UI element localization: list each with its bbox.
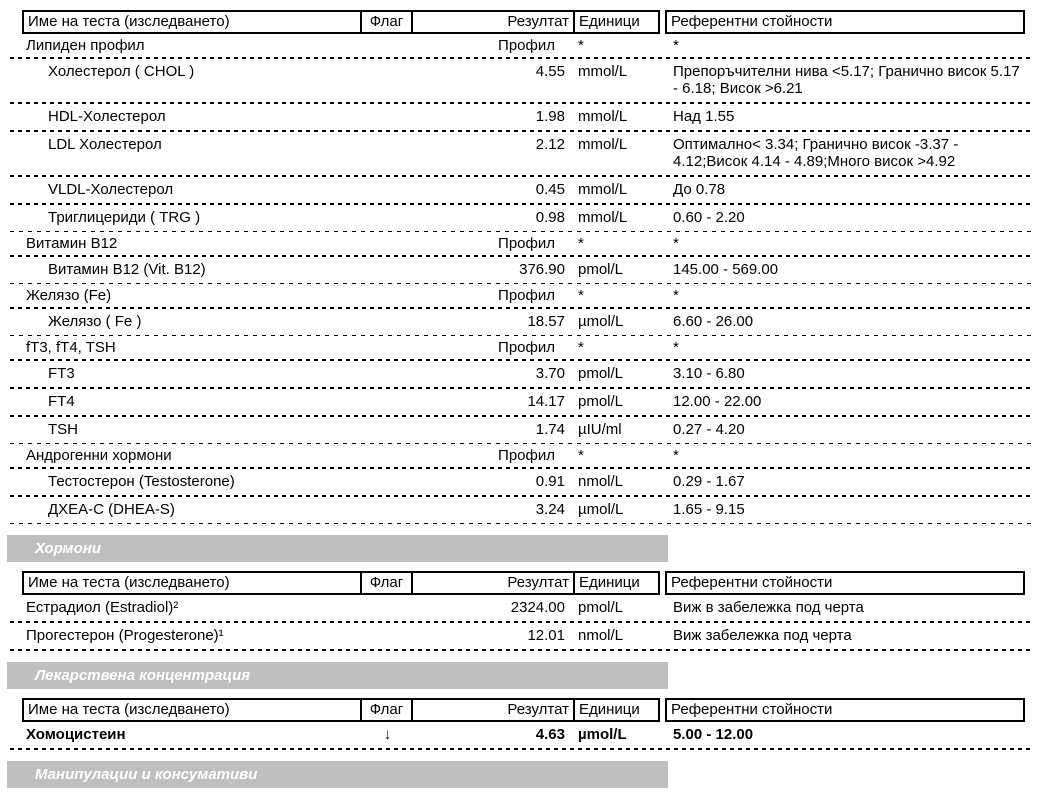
flag-cell <box>362 501 413 518</box>
result-cell: 0.98 <box>535 209 565 226</box>
column-header-test-name: Име на теста (изследването) <box>22 698 362 722</box>
units-cell: mmol/L <box>578 209 628 226</box>
flag-cell <box>362 393 413 410</box>
result-cell: 1.74 <box>535 421 565 438</box>
units-cell: nmol/L <box>578 627 624 644</box>
units-cell: * <box>578 339 584 356</box>
flag-cell <box>362 63 413 97</box>
result-cell: Профил <box>498 37 555 54</box>
reference-range-cell: Препоръчителни нива <5.17; Гранично висок 5.17 - 6.18; Висок >6.21 <box>673 63 1020 97</box>
result-cell: Профил <box>498 447 555 464</box>
flag-cell <box>362 261 413 278</box>
test-row <box>22 389 1032 415</box>
profile-row <box>22 336 1032 359</box>
reference-range-cell: 12.00 - 22.00 <box>673 393 762 410</box>
profile-row <box>22 284 1032 307</box>
test-row <box>22 595 1032 621</box>
column-header-test-name: Име на теста (изследването) <box>22 571 362 595</box>
flag-cell <box>362 473 413 490</box>
reference-range-cell: 6.60 - 26.00 <box>673 313 754 330</box>
units-cell: mmol/L <box>578 181 628 198</box>
result-cell: 4.55 <box>535 63 565 80</box>
column-header-flag: Флаг <box>362 571 413 595</box>
result-cell: 0.91 <box>535 473 565 490</box>
table-header-row <box>22 571 1032 595</box>
result-cell: 3.24 <box>535 501 565 518</box>
test-row <box>22 623 1032 649</box>
test-row <box>22 309 1032 335</box>
test-name-cell: Витамин B12 <box>26 235 118 252</box>
test-name-cell: Хомоцистеин <box>26 726 126 743</box>
flag-low-down-arrow-icon: ↓ <box>383 726 392 743</box>
test-row <box>22 205 1032 231</box>
test-row <box>22 257 1032 283</box>
result-cell: 0.45 <box>535 181 565 198</box>
test-name-cell: Липиден профил <box>26 37 145 54</box>
result-cell: 2.12 <box>535 136 565 153</box>
reference-range-cell: 0.29 - 1.67 <box>673 473 745 490</box>
test-row <box>22 497 1032 523</box>
column-header-result: Резултат <box>413 10 575 34</box>
flag-cell <box>362 209 413 226</box>
profile-row <box>22 232 1032 255</box>
result-cell: Профил <box>498 339 555 356</box>
test-name-cell: VLDL-Холестерол <box>48 181 174 198</box>
lab-results-report <box>10 10 1032 797</box>
units-cell: mmol/L <box>578 108 628 125</box>
flag-cell <box>362 313 413 330</box>
units-cell: pmol/L <box>578 365 624 382</box>
reference-range-cell: 145.00 - 569.00 <box>673 261 779 278</box>
units-cell: * <box>578 37 584 54</box>
test-name-cell: ДХЕА-С (DHEA-S) <box>48 501 175 518</box>
reference-range-cell: 1.65 - 9.15 <box>673 501 745 518</box>
result-cell: 18.57 <box>527 313 565 330</box>
reference-range-cell: 5.00 - 12.00 <box>673 726 754 743</box>
result-cell: 14.17 <box>527 393 565 410</box>
section-band-title: Манипулации и консумативи <box>7 761 668 788</box>
column-header-reference: Референтни стойности <box>665 571 1025 595</box>
row-separator-line <box>10 649 1032 651</box>
test-row <box>22 104 1032 130</box>
profile-row <box>22 34 1032 57</box>
units-cell: mmol/L <box>578 136 628 153</box>
units-cell: * <box>578 447 584 464</box>
flag-cell <box>362 339 413 356</box>
test-name-cell: Витамин B12 (Vit. B12) <box>48 261 206 278</box>
test-row <box>22 132 1032 175</box>
column-header-result: Резултат <box>413 571 575 595</box>
flag-cell <box>362 287 413 304</box>
units-cell: µmol/L <box>578 313 624 330</box>
test-name-cell: Прогестерон (Progesterone)¹ <box>26 627 224 644</box>
result-cell: 3.70 <box>535 365 565 382</box>
test-row <box>22 59 1032 102</box>
reference-range-cell: * <box>673 37 679 54</box>
test-name-cell: Желязо (Fe) <box>26 287 112 304</box>
reference-range-cell: 0.60 - 2.20 <box>673 209 745 226</box>
reference-range-cell: * <box>673 339 679 356</box>
units-cell: µmol/L <box>578 501 624 518</box>
table-header-row <box>22 10 1032 34</box>
flag-cell <box>362 447 413 464</box>
test-name-cell: Тестостерон (Testosterone) <box>48 473 235 490</box>
units-cell: pmol/L <box>578 393 624 410</box>
test-row <box>22 177 1032 203</box>
test-name-cell: LDL Холестерол <box>48 136 162 153</box>
test-name-cell: fT3, fT4, TSH <box>26 339 116 356</box>
row-separator-line <box>10 748 1032 750</box>
flag-cell <box>362 235 413 252</box>
column-header-reference: Референтни стойности <box>665 10 1025 34</box>
column-header-result: Резултат <box>413 698 575 722</box>
reference-range-cell: Виж забележка под черта <box>673 627 852 644</box>
reference-range-cell: Виж в забележка под черта <box>673 599 864 616</box>
test-name-cell: Триглицериди ( TRG ) <box>48 209 201 226</box>
test-name-cell: HDL-Холестерол <box>48 108 166 125</box>
row-separator-line <box>10 523 1032 524</box>
column-header-units: Единици <box>575 10 660 34</box>
profile-row <box>22 444 1032 467</box>
test-row <box>22 722 1032 748</box>
column-header-units: Единици <box>575 571 660 595</box>
reference-range-cell: * <box>673 235 679 252</box>
result-cell: 12.01 <box>527 627 565 644</box>
flag-cell <box>362 421 413 438</box>
reference-range-cell: * <box>673 447 679 464</box>
result-cell: 4.63 <box>535 726 565 743</box>
test-row <box>22 469 1032 495</box>
flag-cell <box>362 181 413 198</box>
units-cell: pmol/L <box>578 261 624 278</box>
test-name-cell: TSH <box>48 421 78 438</box>
flag-cell <box>362 627 413 644</box>
units-cell: pmol/L <box>578 599 624 616</box>
result-cell: Профил <box>498 287 555 304</box>
column-header-flag: Флаг <box>362 10 413 34</box>
column-header-flag: Флаг <box>362 698 413 722</box>
reference-range-cell: Над 1.55 <box>673 108 735 125</box>
column-header-test-name: Име на теста (изследването) <box>22 10 362 34</box>
units-cell: * <box>578 235 584 252</box>
result-cell: 376.90 <box>519 261 565 278</box>
test-name-cell: FT4 <box>48 393 75 410</box>
test-row <box>22 361 1032 387</box>
test-name-cell: Желязо ( Fe ) <box>48 313 142 330</box>
reference-range-cell: До 0.78 <box>673 181 726 198</box>
units-cell: * <box>578 287 584 304</box>
flag-cell <box>362 599 413 616</box>
reference-range-cell: * <box>673 287 679 304</box>
flag-cell <box>362 37 413 54</box>
test-row <box>22 417 1032 443</box>
units-cell: mmol/L <box>578 63 628 80</box>
column-header-units: Единици <box>575 698 660 722</box>
units-cell: nmol/L <box>578 473 624 490</box>
test-name-cell: FT3 <box>48 365 75 382</box>
test-name-cell: Естрадиол (Estradiol)² <box>26 599 179 616</box>
flag-cell <box>362 365 413 382</box>
flag-cell <box>362 136 413 170</box>
section-band-title: Хормони <box>7 535 668 562</box>
test-name-cell: Андрогенни хормони <box>26 447 172 464</box>
column-header-reference: Референтни стойности <box>665 698 1025 722</box>
table-header-row <box>22 698 1032 722</box>
reference-range-cell: Оптимално< 3.34; Гранично висок -3.37 - 4.12;Висок 4.14 - 4.89;Много висок >4.92 <box>673 136 959 170</box>
result-cell: 2324.00 <box>510 599 565 616</box>
reference-range-cell: 3.10 - 6.80 <box>673 365 745 382</box>
reference-range-cell: 0.27 - 4.20 <box>673 421 745 438</box>
test-name-cell: Холестерол ( CHOL ) <box>48 63 195 80</box>
units-cell: µmol/L <box>578 726 627 743</box>
flag-cell <box>362 108 413 125</box>
result-cell: Профил <box>498 235 555 252</box>
units-cell: µIU/ml <box>578 421 622 438</box>
section-band-title: Лекарствена концентрация <box>7 662 668 689</box>
result-cell: 1.98 <box>535 108 565 125</box>
